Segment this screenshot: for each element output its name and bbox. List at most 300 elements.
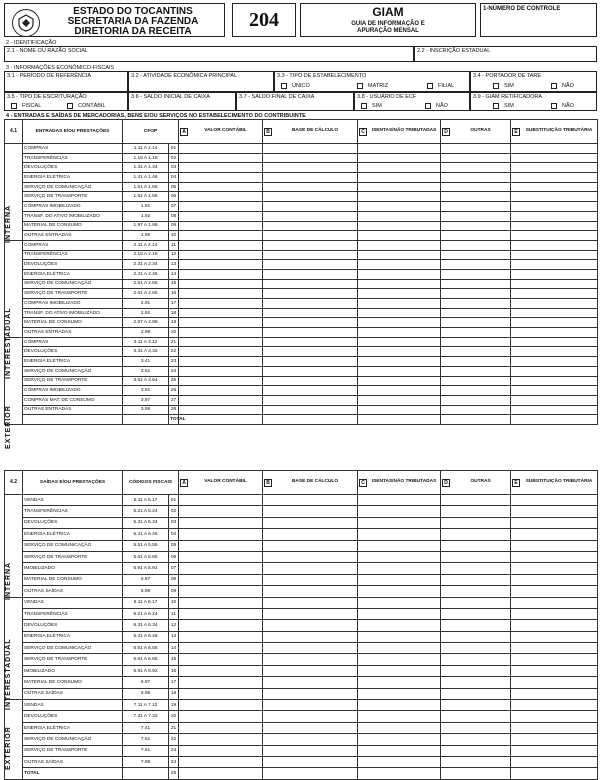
value-cell-isentas[interactable] xyxy=(358,221,441,231)
value-cell-base[interactable] xyxy=(263,654,358,665)
value-cell-subst[interactable] xyxy=(511,495,598,506)
value-cell-subst[interactable] xyxy=(511,722,598,733)
value-cell-base[interactable] xyxy=(263,734,358,745)
value-cell-outras[interactable] xyxy=(441,289,511,299)
value-cell-subst[interactable] xyxy=(511,608,598,619)
value-cell-outras[interactable] xyxy=(441,299,511,309)
value-cell-outras[interactable] xyxy=(441,337,511,347)
value-cell-outras[interactable] xyxy=(441,529,511,540)
value-cell-outras[interactable] xyxy=(441,415,511,425)
value-cell-outras[interactable] xyxy=(441,586,511,597)
value-cell-outras[interactable] xyxy=(441,506,511,517)
value-cell-outras[interactable] xyxy=(441,366,511,376)
value-cell-valor[interactable] xyxy=(179,240,263,250)
value-cell-outras[interactable] xyxy=(441,221,511,231)
value-cell-subst[interactable] xyxy=(511,163,598,173)
value-cell-isentas[interactable] xyxy=(358,768,441,779)
value-cell-base[interactable] xyxy=(263,768,358,779)
state-registration-field[interactable] xyxy=(414,46,597,62)
value-cell-outras[interactable] xyxy=(441,688,511,699)
value-cell-outras[interactable] xyxy=(441,357,511,367)
value-cell-subst[interactable] xyxy=(511,211,598,221)
value-cell-isentas[interactable] xyxy=(358,574,441,585)
value-cell-isentas[interactable] xyxy=(358,250,441,260)
value-cell-outras[interactable] xyxy=(441,250,511,260)
value-cell-valor[interactable] xyxy=(179,768,263,779)
value-cell-valor[interactable] xyxy=(179,386,263,396)
table-row xyxy=(5,231,598,241)
value-cell-valor[interactable] xyxy=(179,202,263,212)
value-cell-valor[interactable] xyxy=(179,631,263,642)
value-cell-subst[interactable] xyxy=(511,734,598,745)
value-cell-outras[interactable] xyxy=(441,631,511,642)
rectify-sim-checkbox[interactable] xyxy=(493,103,499,109)
value-cell-base[interactable] xyxy=(263,260,358,270)
value-cell-isentas[interactable] xyxy=(358,631,441,642)
value-cell-base[interactable] xyxy=(263,357,358,367)
value-cell-outras[interactable] xyxy=(441,540,511,551)
value-cell-isentas[interactable] xyxy=(358,163,441,173)
value-cell-valor[interactable] xyxy=(179,144,263,154)
row-label: TRANSF. DO ATIVO IMOBILIZADO xyxy=(23,211,123,221)
value-cell-outras[interactable] xyxy=(441,182,511,192)
value-cell-outras[interactable] xyxy=(441,240,511,250)
value-cell-outras[interactable] xyxy=(441,153,511,163)
value-cell-isentas[interactable] xyxy=(358,540,441,551)
value-cell-subst[interactable] xyxy=(511,654,598,665)
value-cell-outras[interactable] xyxy=(441,665,511,676)
value-cell-subst[interactable] xyxy=(511,192,598,202)
value-cell-isentas[interactable] xyxy=(358,308,441,318)
value-cell-subst[interactable] xyxy=(511,711,598,722)
value-cell-valor[interactable] xyxy=(179,551,263,562)
value-cell-outras[interactable] xyxy=(441,574,511,585)
value-cell-base[interactable] xyxy=(263,529,358,540)
value-cell-outras[interactable] xyxy=(441,376,511,386)
value-cell-valor[interactable] xyxy=(179,153,263,163)
value-cell-subst[interactable] xyxy=(511,574,598,585)
value-cell-base[interactable] xyxy=(263,269,358,279)
value-cell-isentas[interactable] xyxy=(358,153,441,163)
value-cell-valor[interactable] xyxy=(179,608,263,619)
value-cell-valor[interactable] xyxy=(179,654,263,665)
value-cell-valor[interactable] xyxy=(179,620,263,631)
value-cell-isentas[interactable] xyxy=(358,328,441,338)
value-cell-base[interactable] xyxy=(263,620,358,631)
value-cell-base[interactable] xyxy=(263,221,358,231)
value-cell-valor[interactable] xyxy=(179,506,263,517)
value-cell-outras[interactable] xyxy=(441,768,511,779)
value-cell-base[interactable] xyxy=(263,608,358,619)
value-cell-outras[interactable] xyxy=(441,347,511,357)
value-cell-valor[interactable] xyxy=(179,405,263,415)
row-number: 05 xyxy=(169,182,179,192)
value-cell-base[interactable] xyxy=(263,299,358,309)
value-cell-base[interactable] xyxy=(263,376,358,386)
value-cell-subst[interactable] xyxy=(511,337,598,347)
value-cell-isentas[interactable] xyxy=(358,357,441,367)
value-cell-subst[interactable] xyxy=(511,529,598,540)
value-cell-base[interactable] xyxy=(263,211,358,221)
value-cell-isentas[interactable] xyxy=(358,756,441,767)
value-cell-isentas[interactable] xyxy=(358,192,441,202)
value-cell-subst[interactable] xyxy=(511,768,598,779)
value-cell-isentas[interactable] xyxy=(358,337,441,347)
value-cell-base[interactable] xyxy=(263,173,358,183)
value-cell-valor[interactable] xyxy=(179,376,263,386)
value-cell-subst[interactable] xyxy=(511,173,598,183)
value-cell-subst[interactable] xyxy=(511,144,598,154)
value-cell-subst[interactable] xyxy=(511,597,598,608)
value-cell-isentas[interactable] xyxy=(358,376,441,386)
value-cell-base[interactable] xyxy=(263,202,358,212)
row-cfop: 7.31 A 7.32 xyxy=(123,711,169,722)
value-cell-isentas[interactable] xyxy=(358,700,441,711)
value-cell-subst[interactable] xyxy=(511,289,598,299)
value-cell-outras[interactable] xyxy=(441,722,511,733)
value-cell-valor[interactable] xyxy=(179,231,263,241)
value-cell-base[interactable] xyxy=(263,506,358,517)
value-cell-valor[interactable] xyxy=(179,289,263,299)
value-cell-base[interactable] xyxy=(263,144,358,154)
value-cell-subst[interactable] xyxy=(511,318,598,328)
value-cell-isentas[interactable] xyxy=(358,688,441,699)
value-cell-valor[interactable] xyxy=(179,347,263,357)
value-cell-base[interactable] xyxy=(263,250,358,260)
value-cell-subst[interactable] xyxy=(511,308,598,318)
unico-checkbox[interactable] xyxy=(281,83,287,89)
value-cell-isentas[interactable] xyxy=(358,506,441,517)
value-cell-isentas[interactable] xyxy=(358,202,441,212)
value-cell-isentas[interactable] xyxy=(358,722,441,733)
value-cell-base[interactable] xyxy=(263,182,358,192)
value-cell-subst[interactable] xyxy=(511,269,598,279)
table-row xyxy=(5,631,598,642)
value-cell-subst[interactable] xyxy=(511,366,598,376)
value-cell-subst[interactable] xyxy=(511,677,598,688)
value-cell-base[interactable] xyxy=(263,711,358,722)
value-cell-outras[interactable] xyxy=(441,173,511,183)
value-cell-outras[interactable] xyxy=(441,654,511,665)
value-cell-outras[interactable] xyxy=(441,202,511,212)
value-cell-subst[interactable] xyxy=(511,688,598,699)
value-cell-subst[interactable] xyxy=(511,745,598,756)
value-cell-valor[interactable] xyxy=(179,299,263,309)
value-cell-valor[interactable] xyxy=(179,328,263,338)
value-cell-valor[interactable] xyxy=(179,597,263,608)
value-cell-valor[interactable] xyxy=(179,182,263,192)
value-cell-subst[interactable] xyxy=(511,395,598,405)
value-cell-base[interactable] xyxy=(263,405,358,415)
value-cell-outras[interactable] xyxy=(441,211,511,221)
tare-nao-checkbox[interactable] xyxy=(551,83,557,89)
value-cell-base[interactable] xyxy=(263,677,358,688)
value-cell-isentas[interactable] xyxy=(358,415,441,425)
value-cell-subst[interactable] xyxy=(511,221,598,231)
value-cell-outras[interactable] xyxy=(441,734,511,745)
table-row xyxy=(5,586,598,597)
filial-checkbox[interactable] xyxy=(427,83,433,89)
value-cell-outras[interactable] xyxy=(441,517,511,528)
value-cell-outras[interactable] xyxy=(441,756,511,767)
value-cell-outras[interactable] xyxy=(441,405,511,415)
value-cell-valor[interactable] xyxy=(179,700,263,711)
value-cell-base[interactable] xyxy=(263,386,358,396)
control-number-field[interactable] xyxy=(480,3,597,37)
value-cell-outras[interactable] xyxy=(441,700,511,711)
value-cell-outras[interactable] xyxy=(441,395,511,405)
table-row xyxy=(5,665,598,676)
value-cell-subst[interactable] xyxy=(511,665,598,676)
value-cell-subst[interactable] xyxy=(511,586,598,597)
value-cell-valor[interactable] xyxy=(179,756,263,767)
value-cell-subst[interactable] xyxy=(511,376,598,386)
value-cell-base[interactable] xyxy=(263,328,358,338)
value-cell-base[interactable] xyxy=(263,395,358,405)
value-cell-isentas[interactable] xyxy=(358,711,441,722)
value-cell-subst[interactable] xyxy=(511,357,598,367)
reference-period-field[interactable] xyxy=(4,71,128,92)
value-cell-isentas[interactable] xyxy=(358,289,441,299)
value-cell-base[interactable] xyxy=(263,192,358,202)
value-cell-isentas[interactable] xyxy=(358,586,441,597)
value-cell-base[interactable] xyxy=(263,163,358,173)
value-cell-valor[interactable] xyxy=(179,745,263,756)
value-cell-base[interactable] xyxy=(263,722,358,733)
value-cell-isentas[interactable] xyxy=(358,734,441,745)
exits-group-interna: INTERNA xyxy=(5,561,12,600)
contabil-checkbox[interactable] xyxy=(67,103,73,109)
value-cell-valor[interactable] xyxy=(179,337,263,347)
value-cell-outras[interactable] xyxy=(441,495,511,506)
matriz-checkbox[interactable] xyxy=(357,83,363,89)
value-cell-subst[interactable] xyxy=(511,347,598,357)
value-cell-base[interactable] xyxy=(263,745,358,756)
value-cell-base[interactable] xyxy=(263,700,358,711)
value-cell-valor[interactable] xyxy=(179,665,263,676)
row-cfop: 2.11 A 2.14 xyxy=(123,240,169,250)
value-cell-subst[interactable] xyxy=(511,202,598,212)
row-number: 23 xyxy=(169,357,179,367)
row-label: MATERIAL DE CONSUMO xyxy=(23,574,123,585)
value-cell-isentas[interactable] xyxy=(358,211,441,221)
value-cell-valor[interactable] xyxy=(179,688,263,699)
value-cell-base[interactable] xyxy=(263,240,358,250)
value-cell-subst[interactable] xyxy=(511,551,598,562)
value-cell-isentas[interactable] xyxy=(358,495,441,506)
value-cell-valor[interactable] xyxy=(179,734,263,745)
value-cell-subst[interactable] xyxy=(511,279,598,289)
value-cell-valor[interactable] xyxy=(179,173,263,183)
name-field[interactable] xyxy=(4,46,414,62)
value-cell-valor[interactable] xyxy=(179,529,263,540)
value-cell-isentas[interactable] xyxy=(358,231,441,241)
value-cell-base[interactable] xyxy=(263,279,358,289)
value-cell-subst[interactable] xyxy=(511,700,598,711)
value-cell-isentas[interactable] xyxy=(358,551,441,562)
value-cell-valor[interactable] xyxy=(179,563,263,574)
value-cell-valor[interactable] xyxy=(179,711,263,722)
value-cell-valor[interactable] xyxy=(179,269,263,279)
value-cell-subst[interactable] xyxy=(511,643,598,654)
value-cell-isentas[interactable] xyxy=(358,347,441,357)
value-cell-valor[interactable] xyxy=(179,250,263,260)
value-cell-valor[interactable] xyxy=(179,211,263,221)
value-cell-valor[interactable] xyxy=(179,357,263,367)
value-cell-isentas[interactable] xyxy=(358,608,441,619)
value-cell-subst[interactable] xyxy=(511,260,598,270)
value-cell-isentas[interactable] xyxy=(358,597,441,608)
value-cell-isentas[interactable] xyxy=(358,677,441,688)
value-cell-subst[interactable] xyxy=(511,405,598,415)
value-cell-isentas[interactable] xyxy=(358,279,441,289)
value-cell-outras[interactable] xyxy=(441,563,511,574)
value-cell-isentas[interactable] xyxy=(358,173,441,183)
value-cell-subst[interactable] xyxy=(511,231,598,241)
value-cell-subst[interactable] xyxy=(511,182,598,192)
value-cell-base[interactable] xyxy=(263,597,358,608)
value-cell-base[interactable] xyxy=(263,756,358,767)
value-cell-outras[interactable] xyxy=(441,318,511,328)
value-cell-isentas[interactable] xyxy=(358,529,441,540)
value-cell-outras[interactable] xyxy=(441,386,511,396)
ecf-sim-checkbox[interactable] xyxy=(361,103,367,109)
value-cell-valor[interactable] xyxy=(179,495,263,506)
tare-sim-checkbox[interactable] xyxy=(493,83,499,89)
value-cell-valor[interactable] xyxy=(179,517,263,528)
value-cell-isentas[interactable] xyxy=(358,260,441,270)
value-cell-subst[interactable] xyxy=(511,517,598,528)
value-cell-valor[interactable] xyxy=(179,643,263,654)
value-cell-valor[interactable] xyxy=(179,415,263,425)
value-cell-outras[interactable] xyxy=(441,308,511,318)
value-cell-outras[interactable] xyxy=(441,192,511,202)
value-cell-subst[interactable] xyxy=(511,415,598,425)
value-cell-valor[interactable] xyxy=(179,722,263,733)
value-cell-isentas[interactable] xyxy=(358,366,441,376)
ecf-nao-checkbox[interactable] xyxy=(425,103,431,109)
value-cell-isentas[interactable] xyxy=(358,517,441,528)
main-activity-field[interactable] xyxy=(128,71,274,92)
value-cell-base[interactable] xyxy=(263,631,358,642)
value-cell-base[interactable] xyxy=(263,688,358,699)
value-cell-outras[interactable] xyxy=(441,677,511,688)
rectify-nao-checkbox[interactable] xyxy=(551,103,557,109)
value-cell-subst[interactable] xyxy=(511,250,598,260)
value-cell-outras[interactable] xyxy=(441,163,511,173)
value-cell-isentas[interactable] xyxy=(358,318,441,328)
value-cell-outras[interactable] xyxy=(441,745,511,756)
value-cell-base[interactable] xyxy=(263,318,358,328)
value-cell-valor[interactable] xyxy=(179,221,263,231)
value-cell-subst[interactable] xyxy=(511,620,598,631)
value-cell-subst[interactable] xyxy=(511,540,598,551)
value-cell-isentas[interactable] xyxy=(358,405,441,415)
value-cell-valor[interactable] xyxy=(179,260,263,270)
value-cell-subst[interactable] xyxy=(511,240,598,250)
value-cell-base[interactable] xyxy=(263,366,358,376)
value-cell-base[interactable] xyxy=(263,517,358,528)
initial-cash-balance-field[interactable] xyxy=(128,92,236,111)
value-cell-isentas[interactable] xyxy=(358,665,441,676)
value-cell-isentas[interactable] xyxy=(358,395,441,405)
value-cell-isentas[interactable] xyxy=(358,144,441,154)
value-cell-base[interactable] xyxy=(263,289,358,299)
value-cell-valor[interactable] xyxy=(179,586,263,597)
value-cell-outras[interactable] xyxy=(441,551,511,562)
value-cell-outras[interactable] xyxy=(441,597,511,608)
value-cell-valor[interactable] xyxy=(179,574,263,585)
value-cell-base[interactable] xyxy=(263,563,358,574)
fiscal-checkbox[interactable] xyxy=(11,103,17,109)
value-cell-isentas[interactable] xyxy=(358,620,441,631)
value-cell-base[interactable] xyxy=(263,231,358,241)
value-cell-valor[interactable] xyxy=(179,318,263,328)
value-cell-base[interactable] xyxy=(263,153,358,163)
value-cell-subst[interactable] xyxy=(511,386,598,396)
value-cell-outras[interactable] xyxy=(441,279,511,289)
value-cell-valor[interactable] xyxy=(179,279,263,289)
value-cell-outras[interactable] xyxy=(441,328,511,338)
value-cell-base[interactable] xyxy=(263,586,358,597)
value-cell-valor[interactable] xyxy=(179,540,263,551)
value-cell-isentas[interactable] xyxy=(358,240,441,250)
final-cash-balance-field[interactable] xyxy=(236,92,354,111)
value-cell-base[interactable] xyxy=(263,643,358,654)
value-cell-outras[interactable] xyxy=(441,620,511,631)
value-cell-isentas[interactable] xyxy=(358,386,441,396)
value-cell-base[interactable] xyxy=(263,551,358,562)
value-cell-isentas[interactable] xyxy=(358,654,441,665)
value-cell-valor[interactable] xyxy=(179,677,263,688)
value-cell-subst[interactable] xyxy=(511,328,598,338)
value-cell-outras[interactable] xyxy=(441,643,511,654)
value-cell-subst[interactable] xyxy=(511,631,598,642)
value-cell-base[interactable] xyxy=(263,665,358,676)
entries-section xyxy=(4,119,597,449)
value-cell-valor[interactable] xyxy=(179,192,263,202)
value-cell-subst[interactable] xyxy=(511,756,598,767)
value-cell-isentas[interactable] xyxy=(358,643,441,654)
value-cell-isentas[interactable] xyxy=(358,269,441,279)
value-cell-valor[interactable] xyxy=(179,308,263,318)
value-cell-outras[interactable] xyxy=(441,144,511,154)
value-cell-valor[interactable] xyxy=(179,395,263,405)
value-cell-subst[interactable] xyxy=(511,299,598,309)
value-cell-base[interactable] xyxy=(263,415,358,425)
value-cell-isentas[interactable] xyxy=(358,563,441,574)
value-cell-subst[interactable] xyxy=(511,153,598,163)
value-cell-outras[interactable] xyxy=(441,608,511,619)
value-cell-subst[interactable] xyxy=(511,506,598,517)
value-cell-valor[interactable] xyxy=(179,163,263,173)
value-cell-base[interactable] xyxy=(263,495,358,506)
value-cell-isentas[interactable] xyxy=(358,745,441,756)
value-cell-isentas[interactable] xyxy=(358,182,441,192)
value-cell-base[interactable] xyxy=(263,540,358,551)
value-cell-base[interactable] xyxy=(263,308,358,318)
value-cell-outras[interactable] xyxy=(441,269,511,279)
value-cell-valor[interactable] xyxy=(179,366,263,376)
value-cell-outras[interactable] xyxy=(441,231,511,241)
value-cell-base[interactable] xyxy=(263,347,358,357)
value-cell-base[interactable] xyxy=(263,337,358,347)
value-cell-isentas[interactable] xyxy=(358,299,441,309)
value-cell-outras[interactable] xyxy=(441,711,511,722)
value-cell-subst[interactable] xyxy=(511,563,598,574)
value-cell-outras[interactable] xyxy=(441,260,511,270)
value-cell-base[interactable] xyxy=(263,574,358,585)
